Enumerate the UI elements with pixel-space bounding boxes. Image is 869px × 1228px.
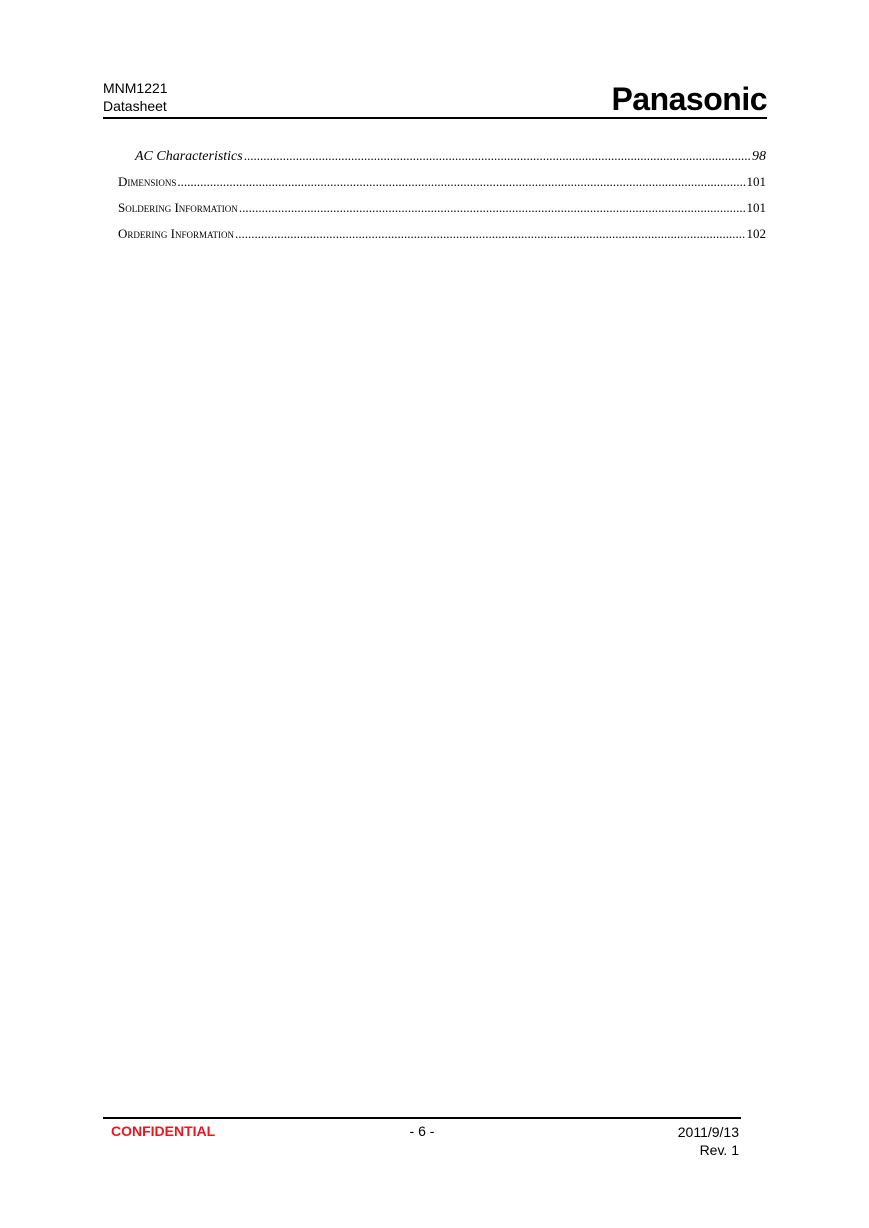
document-id-block [103,79,168,115]
document-id: MNM1221 [103,80,168,96]
toc-entry-title: Soldering Information [118,200,238,215]
page-number: - 6 - [409,1123,435,1139]
page-header [103,79,767,119]
table-of-contents [118,148,766,252]
toc-entry-title: AC Characteristics [135,149,243,164]
toc-entry-ordering-information[interactable] [118,226,766,252]
toc-entry-page: 101 [746,174,766,189]
toc-entry-soldering-information[interactable] [118,200,766,226]
confidential-label: CONFIDENTIAL [111,1123,216,1139]
toc-dot-leader [244,148,751,164]
toc-entry-page: 98 [752,149,766,164]
toc-dot-leader [239,200,746,216]
page-footer [103,1117,741,1158]
toc-entry-title: Dimensions [118,174,177,189]
toc-entry-page: 102 [746,226,766,241]
date-revision-block [678,1123,739,1159]
document-type: Datasheet [103,98,167,114]
toc-entry-ac-characteristics[interactable] [118,148,766,174]
toc-entry-dimensions[interactable] [118,174,766,200]
toc-entry-page: 101 [746,200,766,215]
toc-dot-leader [177,174,745,190]
toc-dot-leader [235,226,746,242]
document-date: 2011/9/13 [677,1124,739,1140]
brand-logo: Panasonic [611,81,767,117]
toc-entry-title: Ordering Information [118,226,234,241]
document-revision: Rev. 1 [699,1142,739,1158]
